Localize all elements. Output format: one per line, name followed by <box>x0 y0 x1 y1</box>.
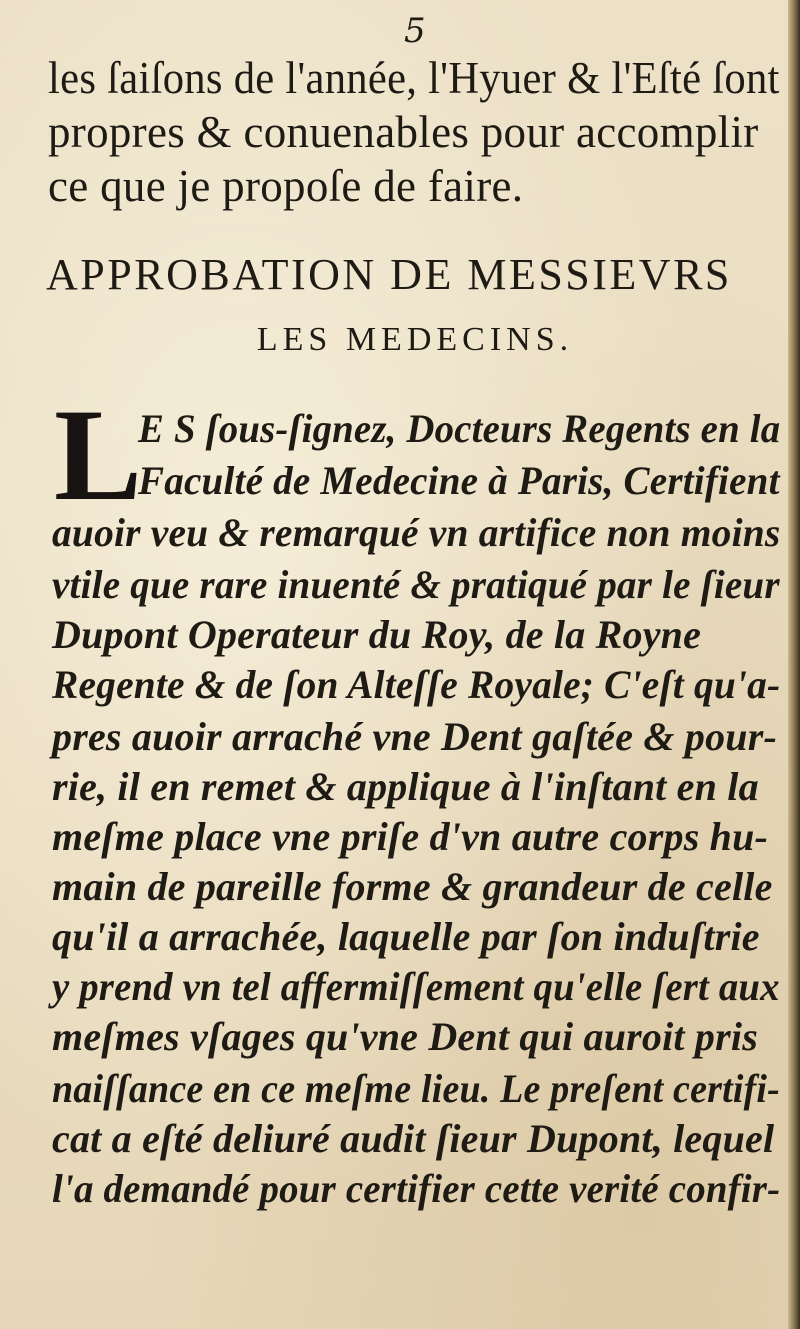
body-line-15: cat a eſté deliuré audit ſieur Dupont, lequel <box>52 1116 775 1161</box>
intro-line-1: les ſaiſons de l'année, l'Hyuer & l'Eſté ſont <box>48 53 780 103</box>
body-line-8: rie, il en remet & applique à l'inſtant en la <box>52 764 759 809</box>
body-line-11: qu'il a arrachée, laquelle par ſon induſtrie <box>52 914 760 959</box>
body-line-1: E S ſous-ſignez, Docteurs Regents en la <box>138 406 781 451</box>
body-line-5: Dupont Operateur du Roy, de la Royne <box>52 612 702 657</box>
body-line-6: Regente & de ſon Alteſſe Royale; C'eſt qu'a- <box>52 662 781 707</box>
page-number: 5 <box>404 11 426 51</box>
page-binding-edge <box>788 0 800 1329</box>
body-line-3: auoir veu & remarqué vn artifice non moins <box>52 510 781 555</box>
section-heading: APPROBATION DE MESSIEVRS <box>46 250 732 299</box>
section-subheading: LES MEDECINS. <box>256 321 574 358</box>
intro-line-3: ce que je propoſe de faire. <box>48 161 524 211</box>
body-line-4: vtile que rare inuenté & pratiqué par le ſieur <box>52 562 780 607</box>
intro-line-2: propres & conuenables pour accomplir <box>48 107 759 157</box>
drop-cap: L <box>54 381 143 528</box>
body-line-13: meſmes vſages qu'vne Dent qui auroit pris <box>52 1014 758 1059</box>
body-line-9: meſme place vne priſe d'vn autre corps hu- <box>52 814 769 859</box>
body-line-2: Faculté de Medecine à Paris, Certifient <box>138 458 780 503</box>
body-line-7: pres auoir arraché vne Dent gaſtée & pour- <box>52 714 778 759</box>
body-line-14: naiſſance en ce meſme lieu. Le preſent certifi- <box>52 1066 780 1111</box>
body-line-10: main de pareille forme & grandeur de celle <box>52 864 773 909</box>
body-line-16: l'a demandé pour certifier cette verité confir- <box>52 1166 781 1211</box>
body-line-12: y prend vn tel affermiſſement qu'elle ſert aux <box>52 964 780 1009</box>
